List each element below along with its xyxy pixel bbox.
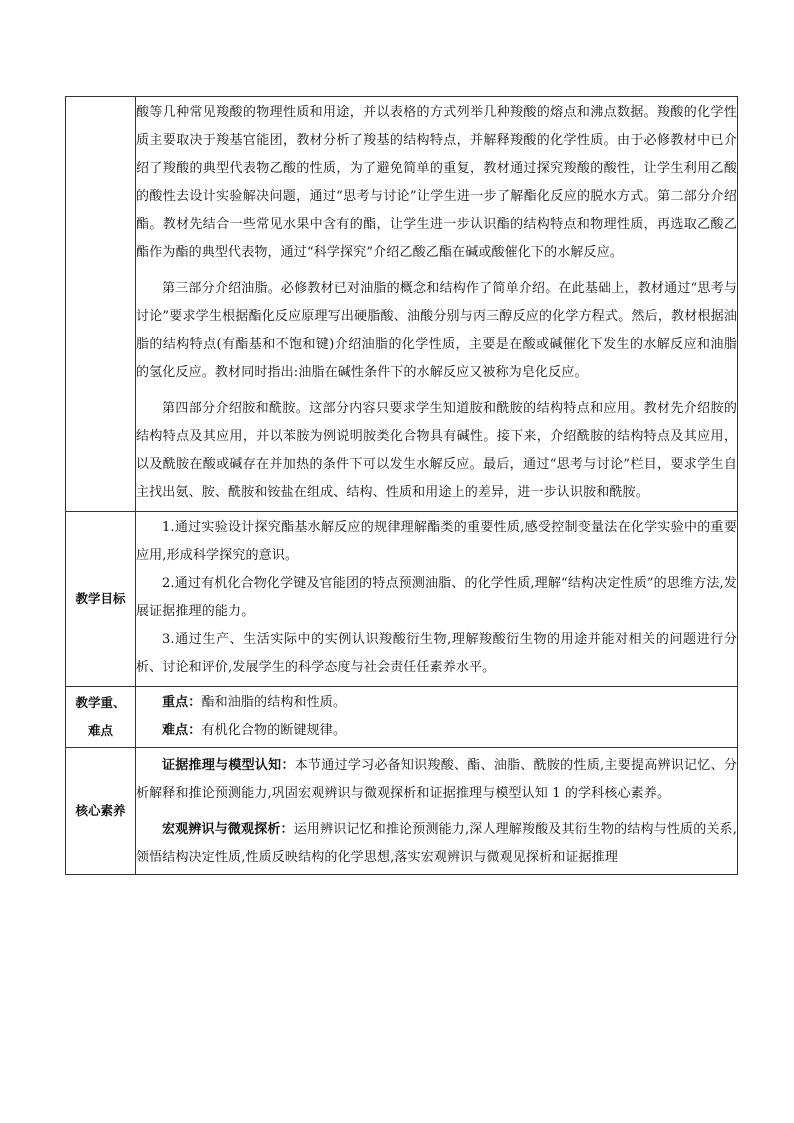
teaching-goals-label: 教学目标 <box>66 512 136 687</box>
difficult-point-line <box>136 717 737 745</box>
core-paragraph-2 <box>136 816 737 872</box>
core-literacy-row <box>66 748 738 875</box>
key-difficult-row <box>66 687 738 748</box>
core-term-1: 证据推理与模型认知： <box>162 758 295 773</box>
textbook-analysis-content <box>136 97 738 512</box>
key-difficult-label-line1: 教学重、 <box>75 695 126 710</box>
teaching-goals-content <box>136 512 738 687</box>
core-literacy-content <box>136 748 738 875</box>
key-difficult-label-line2: 难点 <box>87 723 113 738</box>
teaching-goals-row <box>66 512 738 687</box>
analysis-paragraph-1: 酸等几种常见羧酸的物理性质和用途，并以表格的方式列举几种羧酸的熔点和沸点数据。羧酸的化学性质主要取决于羧基官能团，教材分析了羧基的结构特点，并解释羧酸的化学性质。由于必修教材中已介绍了羧酸的典型代表物乙酸的性质，为了避免简单的重复，教材通过探究羧酸的酸性，让学生利用乙酸的酸性去设计实验解决问题，通过“思考与讨论”让学生进一步了解酯化反应的脱水方式。第二部分介绍酯。教材先结合一些常见水果中含有的酯，让学生进一步认识酯的结构特点和物理性质，再选取乙酸乙酯作为酯的典型代表物，通过“科学探究”介绍乙酸乙酯在碱或酸催化下的水解反应。 <box>136 105 737 260</box>
key-difficult-content <box>136 687 738 748</box>
difficult-point-label: 难点： <box>162 723 202 738</box>
core-paragraph-1 <box>136 752 737 808</box>
analysis-paragraph-2: 第三部分介绍油脂。必修教材已对油脂的概念和结构作了简单介绍。在此基础上，教材通过“思考与讨论”要求学生根据酯化反应原理写出硬脂酸、油酸分别与丙三醇反应的化学方程式。然后，教材根据油脂的结构特点(有酯基和不饱和键)介绍油脂的化学性质，主要是在酸或碱催化下发生的水解反应和油脂的氢化反应。教材同时指出:油脂在碱性条件下的水解反应又被称为皂化反应。 <box>136 281 737 380</box>
core-text-2: 运用辨识记忆和推论预测能力,深人理解羧酸及其衍生物的结构与性质的关系,领悟结构决定性质,性质反映结构的化学思想,落实宏观辨识与微观见探析和证据推理 <box>136 822 737 865</box>
core-literacy-label: 核心素养 <box>66 748 136 875</box>
key-difficult-label <box>66 687 136 748</box>
textbook-analysis-row <box>66 97 738 512</box>
core-text-1: 本节通过学习必备知识羧酸、酯、油脂、酰胺的性质,主要提高辨识记忆、分析解释和推论预测能力,巩固宏观辨识与微观探析和证据推理与模型认知 1 的学科核心素养。 <box>136 758 737 801</box>
goal-item: 2.通过有机化合物化学键及官能团的特点预测油脂、的化学性质,理解“结构决定性质”的思维方法,发展证据推理的能力。 <box>136 576 737 619</box>
goal-item: 1.通过实验设计探究酯基水解反应的规律理解酯类的重要性质,感受控制变量法在化学实验中的重要应用,形成科学探究的意识。 <box>136 520 737 563</box>
empty-label-cell <box>66 97 136 512</box>
goal-item: 3.通过生产、生活实际中的实例认识羧酸衍生物,理解羧酸衍生物的用途并能对相关的问题进行分析、讨论和评价,发展学生的科学态度与社会责任任素养水平。 <box>136 632 737 675</box>
analysis-paragraph-3: 第四部分介绍胺和酰胺。这部分内容只要求学生知道胺和酰胺的结构特点和应用。教材先介绍胺的结构特点及其应用，并以苯胺为例说明胺类化合物具有碱性。接下来，介绍酰胺的结构特点及其应用，以及酰胺在酸或碱存在并加热的条件下可以发生水解反应。最后，通过“思考与讨论”栏目，要求学生自主找出氨、胺、酰胺和铵盐在组成、结构、性质和用途上的差异，进一步认识胺和酰胺。 <box>136 401 737 500</box>
core-term-2: 宏观辨识与微观探析： <box>162 822 294 837</box>
key-point-label: 重点： <box>162 695 202 710</box>
lesson-plan-table <box>65 96 738 875</box>
key-point-text: 酯和油脂的结构和性质。 <box>201 695 347 710</box>
key-point-line <box>136 689 737 717</box>
difficult-point-text: 有机化合物的断键规律。 <box>201 723 347 738</box>
